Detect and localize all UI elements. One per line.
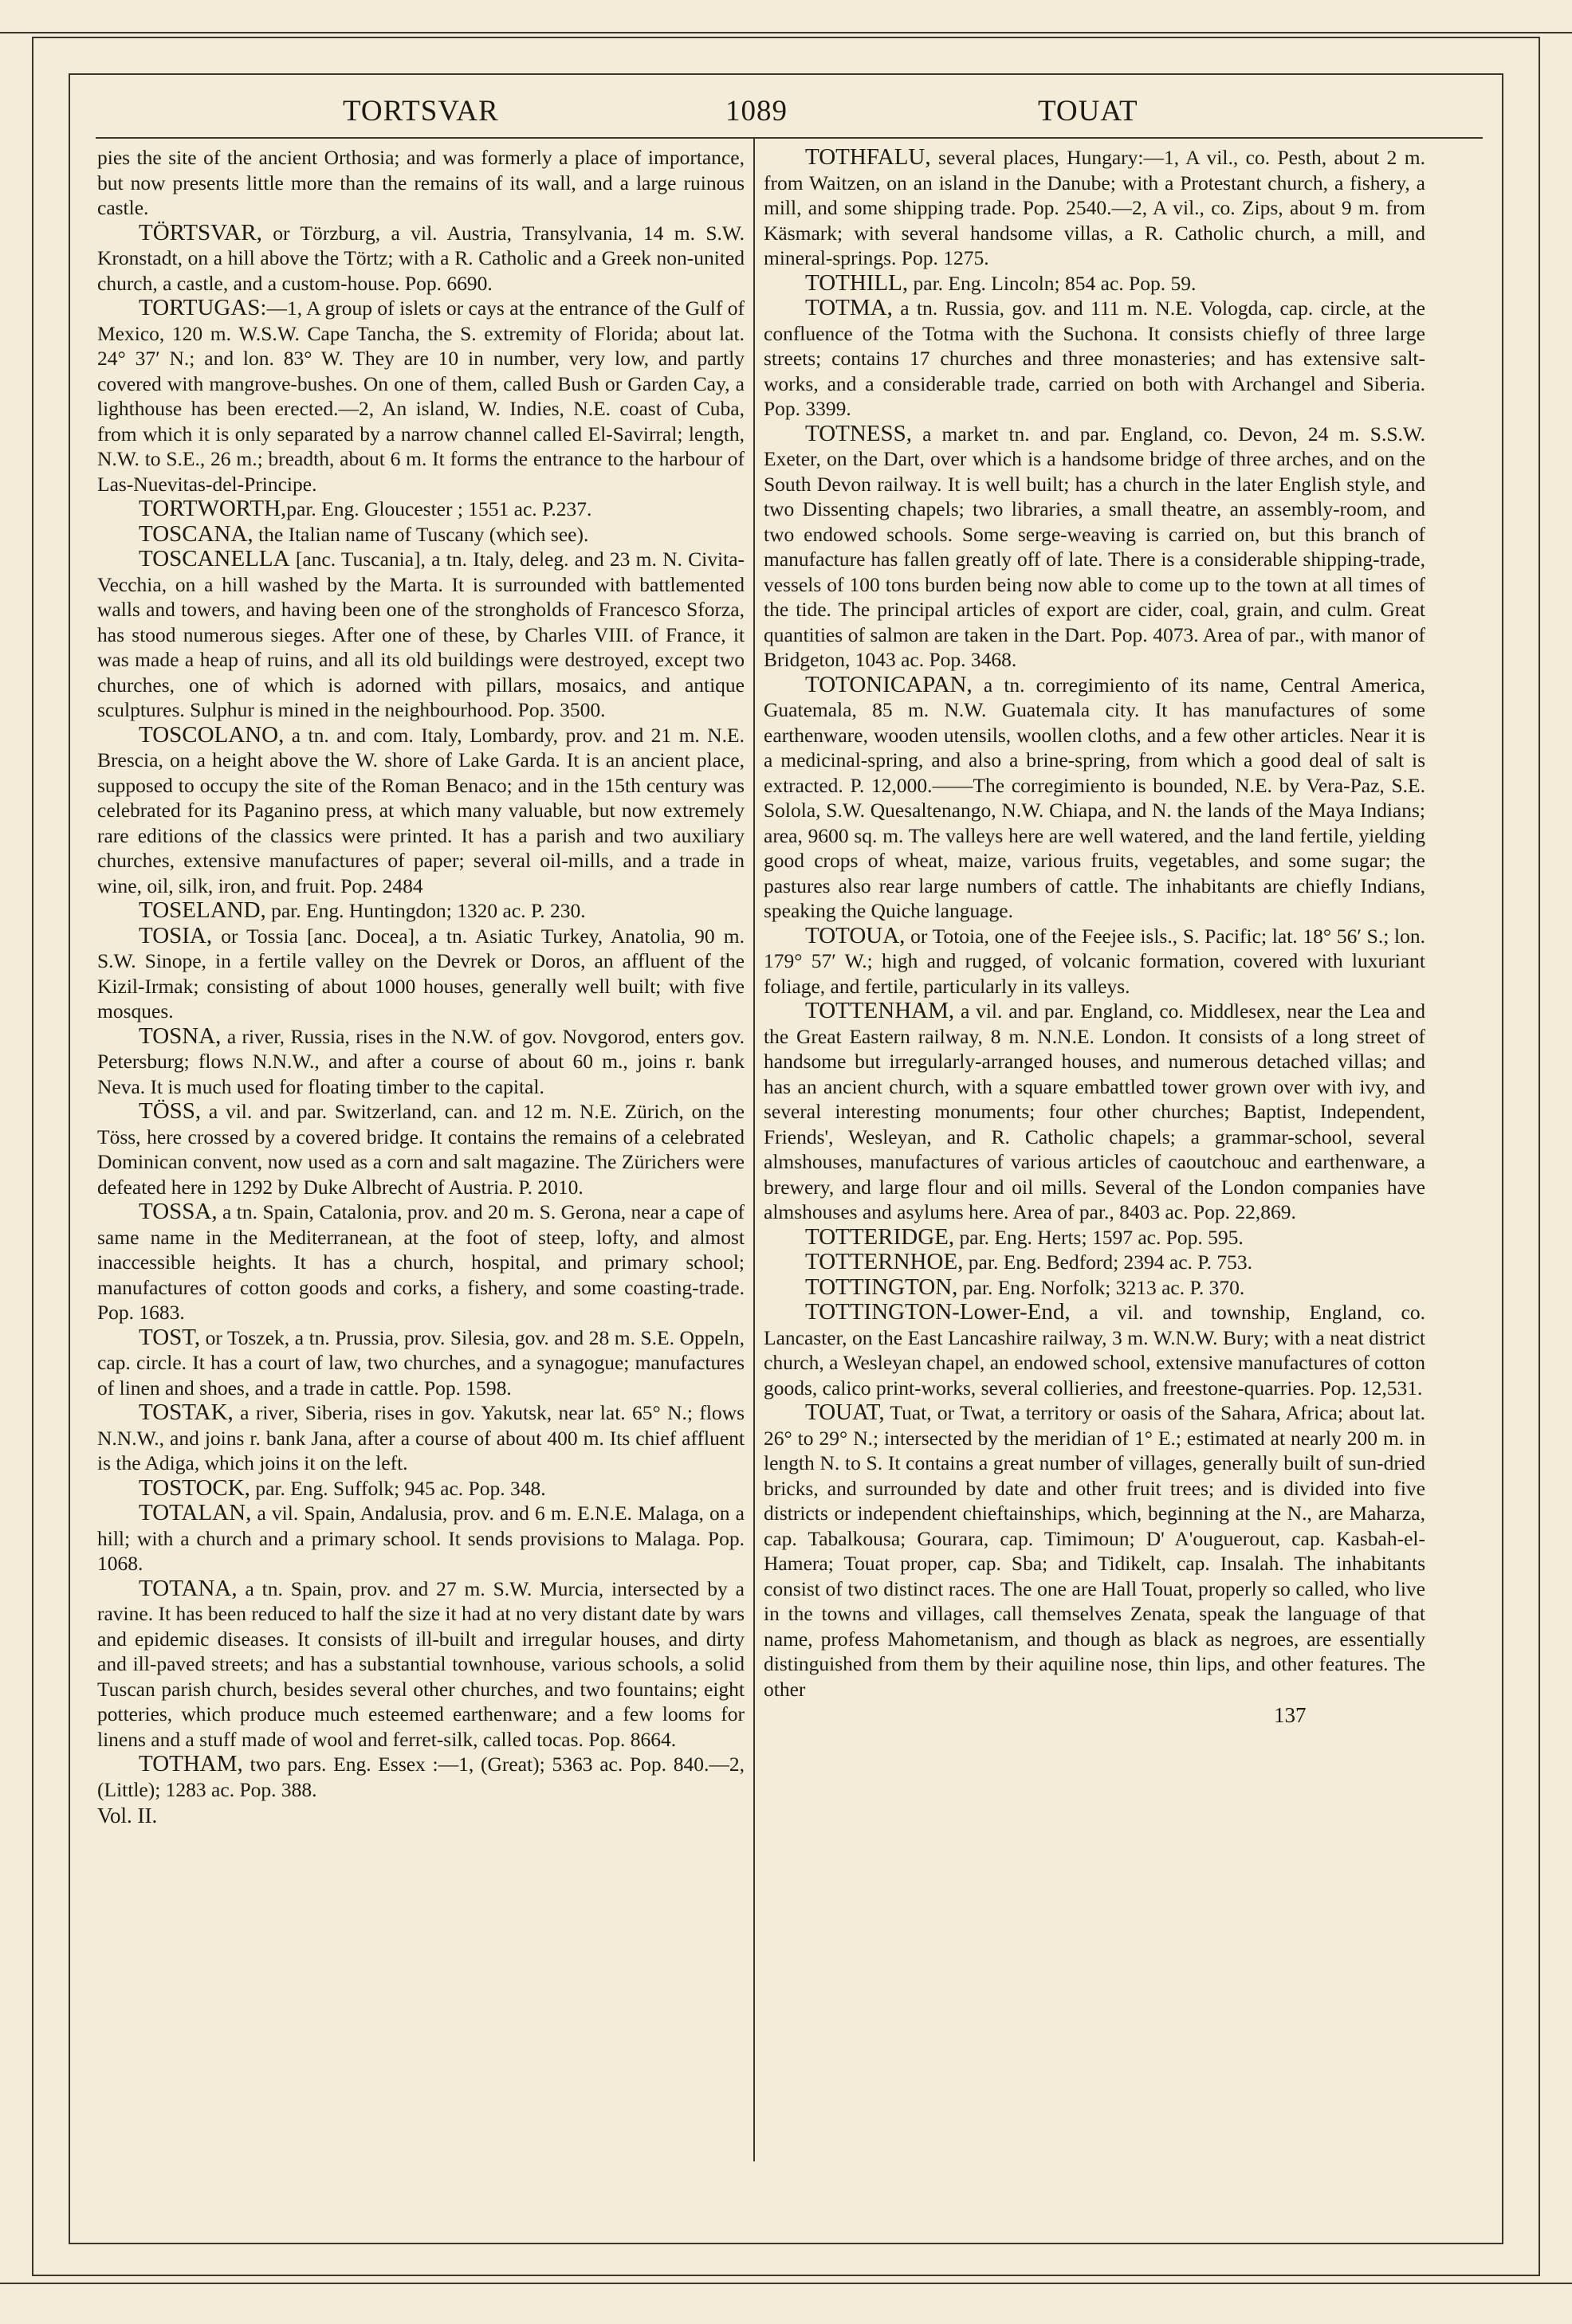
entry-text: or Törzburg, a vil. Austria, Transylvania, 14 m. S.W. Kronstadt, on a hill above the Törtz; with a R. Catholic and a Greek non-united church, a castle, and a custom-house. Pop. 6690.	[97, 221, 745, 295]
entry-text: par. Eng. Lincoln; 854 ac. Pop. 59.	[908, 271, 1197, 295]
volume-label: Vol. II.	[97, 1804, 158, 1827]
entry-headword: TOTALAN,	[139, 1500, 252, 1525]
entry-headword: TÖRTSVAR,	[139, 219, 262, 245]
gazetteer-entry	[97, 898, 745, 924]
signature-mark: 137	[1274, 1703, 1307, 1727]
entry-text: a vil. and par. England, co. Middlesex, near the Lea and the Great Eastern railway, 8 m. N.N.E. London. It consists of a long street of handsome but irregularly-arranged houses, and numerous detached villas; and has an ancient church, with a square embattled tower grown over with ivy, and several interesting monuments; four other churches; Baptist, Independent, Friends', Wesleyan, and R. Catholic chapels; a grammar-school, several almshouses, manufactures of various articles of caoutchouc and earthenware, a brewery, and large flour and oil mills. Several of the London companies have almshouses and asylums here. Area of par., 8403 ac. Pop. 22,869.	[764, 999, 1425, 1223]
entry-text: a tn. Spain, prov. and 27 m. S.W. Murcia, intersected by a ravine. It has been reduced to half the size it had at no very distant date by wars and epidemic diseases. It consists of ill-built and irregular houses, and dirty and ill-paved streets; and has a substantial townhouse, various schools, a solid Tuscan parish church, besides several other churches, and two fountains; eight potteries, which produce much esteemed earthenware; and a few looms for linens and a stuff made of wool and ferret-silk, called tocas. Pop. 8664.	[97, 1576, 745, 1751]
gazetteer-entry	[97, 1501, 745, 1576]
entry-text: pies the site of the ancient Orthosia; and was formerly a place of importance, but now presents little more than the remains of its wall, and a large ruinous castle.	[97, 146, 745, 219]
gazetteer-entry	[97, 924, 745, 1024]
entry-headword: TOUAT,	[805, 1400, 885, 1425]
running-head-left: TORTSVAR	[343, 95, 499, 128]
entry-text: or Totoia, one of the Feejee isls., S. Pacific; lat. 18° 56′ S.; lon. 179° 57′ W.; high and rugged, of volcanic formation, covered with luxuriant foliage, and fertile, particularly in its valleys.	[764, 924, 1425, 998]
entry-headword: TOTMA,	[805, 295, 893, 320]
entry-headword: TOTONICAPAN,	[805, 671, 973, 697]
gazetteer-entry	[764, 422, 1425, 673]
entry-text: or Tossia [anc. Docea], a tn. Asiatic Turkey, Anatolia, 90 m. S.W. Sinope, in a fertile valley on the Devrek or Doros, an affluent of the Kizil-Irmak; consisting of about 1000 houses, generally well built; with five mosques.	[97, 924, 745, 1023]
entry-headword: TOTTINGTON-Lower-End,	[805, 1299, 1071, 1325]
entry-text: a vil. and par. Switzerland, can. and 12 m. N.E. Zürich, on the Töss, here crossed by a covered bridge. It contains the remains of a celebrated Dominican convent, now used as a corn and salt magazine. The Zürichers were defeated here in 1292 by Duke Albrecht of Austria. P. 2010.	[97, 1100, 745, 1199]
entry-headword: TOSTOCK,	[139, 1474, 250, 1501]
gazetteer-entry	[97, 1752, 745, 1802]
gazetteer-entry	[764, 999, 1425, 1225]
entry-text: par. Eng. Suffolk; 945 ac. Pop. 348.	[250, 1476, 546, 1500]
entry-headword: TOTTENHAM,	[805, 998, 955, 1023]
entry-headword: TOTANA,	[139, 1575, 238, 1601]
entry-headword: TOTTERIDGE,	[805, 1223, 955, 1250]
entry-headword: TORTWORTH,	[139, 496, 287, 521]
gazetteer-entry	[97, 522, 745, 548]
gazetteer-entry	[764, 1250, 1425, 1275]
entry-headword: TOSCOLANO,	[139, 721, 285, 748]
gazetteer-entry	[97, 296, 745, 497]
entry-headword: TOSSA,	[139, 1199, 218, 1224]
gazetteer-entry	[97, 497, 745, 522]
top-rule	[0, 32, 1572, 33]
entry-headword: TOTHILL,	[805, 269, 909, 296]
entry-headword: TOSTAK,	[139, 1400, 234, 1425]
entry-text: Tuat, or Twat, a territory or oasis of the Sahara, Africa; about lat. 26° to 29° N.; intersected by the meridian of 1° E.; estimated at nearly 200 m. in length N. to S. It contains a great number of villages, generally built of sun-dried bricks, and surrounded by date and other fruit trees; and is divided into five districts or independent chieftainships, which, beginning at the N., are Maharza, cap. Tabalkousa; Gourara, cap. Timimoun; D' A'ouguerout, cap. Kasbah-el-Hamera; Touat proper, cap. Sba; and Tidikelt, cap. Insalah. The inhabitants consist of two distinct races. The one are Hall Touat, properly so called, who live in the towns and villages, call themselves Zenata, speak the language of that name, profess Mahometanism, and though as black as negroes, are essentially distinguished from them by their aquiline nose, thin lips, and other features. The other	[764, 1401, 1425, 1701]
entry-text: a river, Russia, rises in the N.W. of gov. Novgorod, enters gov. Petersburg; flows N.N.W., and after a course of about 60 m., joins r. bank Neva. It is much used for floating timber to the capital.	[97, 1024, 745, 1098]
entry-text: —1, A group of islets or cays at the entrance of the Gulf of Mexico, 120 m. W.S.W. Cape Tancha, the S. extremity of Florida; about lat. 24° 37′ N.; and lon. 83° W. They are 10 in number, very low, and partly covered with mangrove-bushes. On one of them, called Bush or Garden Cay, a lighthouse has been erected.—2, An island, W. Indies, N.E. coast of Cuba, from which it is only separated by a narrow channel called El-Savirral; length, N.W. to S.E., 26 m.; breadth, about 6 m. It forms the entrance to the harbour of Las-Nuevitas-del-Principe.	[97, 296, 745, 496]
entry-text: par. Eng. Herts; 1597 ac. Pop. 595.	[954, 1225, 1244, 1249]
entry-text: par. Eng. Bedford; 2394 ac. P. 753.	[963, 1250, 1253, 1274]
gazetteer-entry	[97, 1476, 745, 1502]
page-header	[96, 94, 1483, 142]
entry-text: a tn. Spain, Catalonia, prov. and 20 m. S. Gerona, near a cape of same name in the Mediterranean, at the foot of steep, lofty, and almost inaccessible heights. It has a church, hospital, and primary school; manufactures of cotton goods and corks, a fishery, and some coasting-trade. Pop. 1683.	[97, 1200, 745, 1324]
gazetteer-entry	[764, 1225, 1425, 1250]
entry-text: a vil. Spain, Andalusia, prov. and 6 m. E.N.E. Malaga, on a hill; with a church and a primary school. It sends provisions to Malaga. Pop. 1068.	[97, 1502, 745, 1575]
gazetteer-entry	[764, 1275, 1425, 1301]
entry-text: a tn. and com. Italy, Lombardy, prov. and 21 m. N.E. Brescia, on a height above the W. shore of Lake Garda. It is an ancient place, supposed to occupy the site of the Roman Benaco; and in the 15th century was celebrated for its Paganino press, at which many valuable, but now extremely rare editions of the classics were printed. It has a parish and two auxiliary churches, extensive manufactures of paper; several oil-mills, and a trade in wine, oil, silk, iron, and fruit. Pop. 2484	[97, 723, 745, 897]
gazetteer-entry	[764, 271, 1425, 296]
entry-text: par. Eng. Huntingdon; 1320 ac. P. 230.	[265, 899, 586, 922]
gazetteer-entry	[764, 296, 1425, 422]
gazetteer-entry	[97, 723, 745, 899]
gazetteer-entry	[97, 1325, 745, 1401]
gazetteer-entry	[97, 1024, 745, 1100]
left-column	[97, 145, 745, 2169]
gazetteer-entry	[97, 221, 745, 296]
running-head-right: TOUAT	[1038, 95, 1138, 128]
entry-headword: TOTHAM,	[139, 1751, 243, 1776]
entry-headword: TOTTINGTON,	[805, 1274, 958, 1300]
gazetteer-entry	[97, 1199, 745, 1325]
entry-text: a vil. and township, England, co. Lancaster, on the East Lancashire railway, 3 m. W.N.W. Bury; with a neat district church, a Wesleyan chapel, an endowed school, extensive manufactures of cotton goods, calico print-works, several collieries, and freestone-quarries. Pop. 12,531.	[764, 1301, 1425, 1400]
entry-text: [anc. Tuscania], a tn. Italy, deleg. and 23 m. N. Civita-Vecchia, on a hill washed by the Marta. It is surrounded with battlemented walls and towers, and having been one of the strongholds of Francesco Sforza, has stood numerous sieges. After one of these, by Charles VIII. of France, it was made a heap of ruins, and all its old buildings were destroyed, except two churches, one of which is adorned with pillars, mosaics, and antique sculptures. Sulphur is mined in the neighbourhood. Pop. 3500.	[97, 548, 745, 721]
entry-text: or Toszek, a tn. Prussia, prov. Silesia, gov. and 28 m. S.E. Oppeln, cap. circle. It has a court of law, two churches, and a synagogue; manufactures of linen and shoes, and a trade in cattle. Pop. 1598.	[97, 1325, 745, 1400]
entry-headword: TOTOUA,	[805, 922, 906, 948]
entry-text: a tn. Russia, gov. and 111 m. N.E. Vologda, cap. circle, at the confluence of the Totma with the Suchona. It consists chiefly of three large streets; contains 17 churches and three monasteries; and has extensive salt-works, and a considerable trade, carried on both with Archangel and Siberia. Pop. 3399.	[764, 296, 1425, 420]
entry-text: the Italian name of Tuscany (which see).	[253, 522, 589, 546]
entry-text: par. Eng. Norfolk; 3213 ac. P. 370.	[957, 1275, 1245, 1299]
entry-headword: TÖSS,	[139, 1098, 202, 1124]
gazetteer-entry	[764, 924, 1425, 999]
page-number: 1089	[725, 95, 788, 128]
gazetteer-entry	[97, 547, 745, 723]
entry-text: a river, Siberia, rises in gov. Yakutsk, near lat. 65° N.; flows N.N.W., and joins r. bank Jana, after a course of about 400 m. Its chief affluent is the Adiga, which joins it on the left.	[97, 1401, 745, 1474]
gazetteer-entry	[97, 1576, 745, 1753]
entry-text: a tn. corregimiento of its name, Central America, Guatemala, 85 m. N.W. Guatemala city. It has manufactures of some earthenware, wooden utensils, woollen cloths, and a few other articles. Near it is a medicinal-spring, and also a brine-spring, from which a good deal of salt is extracted. P. 12,000.——The corregimiento is bounded, N.E. by Vera-Paz, S.E. Solola, S.W. Quesaltenango, N.W. Chiapa, and N. the lands of the Maya Indians; area, 9600 sq. m. The valleys here are well watered, and the land fertile, yielding good crops of wheat, maize, various fruits, vegetables, and some sugar; the pastures also rear large numbers of cattle. The inhabitants are chiefly Indians, speaking the Quiche language.	[764, 673, 1425, 922]
column-separator	[753, 137, 755, 2161]
gazetteer-entry	[764, 1300, 1425, 1400]
gazetteer-entry	[764, 1400, 1425, 1702]
entry-headword: TOTNESS,	[805, 420, 913, 446]
entry-text: par. Eng. Gloucester ; 1551 ac. P.237.	[286, 497, 592, 520]
right-column	[764, 145, 1425, 2169]
entry-text: several places, Hungary:—1, A vil., co. Pesth, about 2 m. from Waitzen, on an island in the Danube; with a Protestant church, a fishery, a mill, and some shipping trade. Pop. 2540.—2, A vil., co. Zips, about 9 m. from Käsmark; with several handsome villas, a R. Catholic church, a mill, and mineral-springs. Pop. 1275.	[764, 146, 1425, 269]
entry-headword: TOST,	[139, 1324, 201, 1350]
gazetteer-entry	[97, 1400, 745, 1476]
gazetteer-entry	[764, 673, 1425, 924]
header-rule	[96, 137, 1483, 139]
entry-headword: TOSIA,	[139, 922, 213, 948]
entry-headword: TOTHFALU,	[805, 145, 931, 170]
entry-text: a market tn. and par. England, co. Devon, 24 m. S.S.W. Exeter, on the Dart, over which is a handsome bridge of three arches, and on the South Devon railway. It is well built; has a church in the later English style, and two Dissenting chapels; two libraries, a small theatre, an assembly-room, and two endowed schools. Some serge-weaving is carried on, but this branch of manufacture has fallen greatly off of late. There is a considerable shipping-trade, vessels of 100 tons burden being now able to come up to the town at all times of the tide. The principal articles of export are cider, coal, grain, and culm. Great quantities of salmon are taken in the Dart. Pop. 4073. Area of par., with manor of Bridgeton, 1043 ac. Pop. 3468.	[764, 422, 1425, 671]
entry-headword: TOSCANA,	[139, 520, 253, 547]
gazetteer-entry	[764, 145, 1425, 271]
entry-headword: TOSNA,	[139, 1023, 222, 1049]
entry-headword: TOTTERNHOE,	[805, 1249, 964, 1274]
entry-headword: TOSCANELLA	[139, 546, 290, 571]
gazetteer-entry	[97, 1099, 745, 1199]
gazetteer-entry	[97, 145, 745, 221]
entry-text: two pars. Eng. Essex :—1, (Great); 5363 ac. Pop. 840.—2, (Little); 1283 ac. Pop. 388.	[97, 1753, 745, 1801]
entry-headword: TOSELAND,	[139, 897, 266, 923]
entry-headword: TORTUGAS:	[139, 295, 267, 320]
bottom-rule	[0, 2283, 1572, 2284]
